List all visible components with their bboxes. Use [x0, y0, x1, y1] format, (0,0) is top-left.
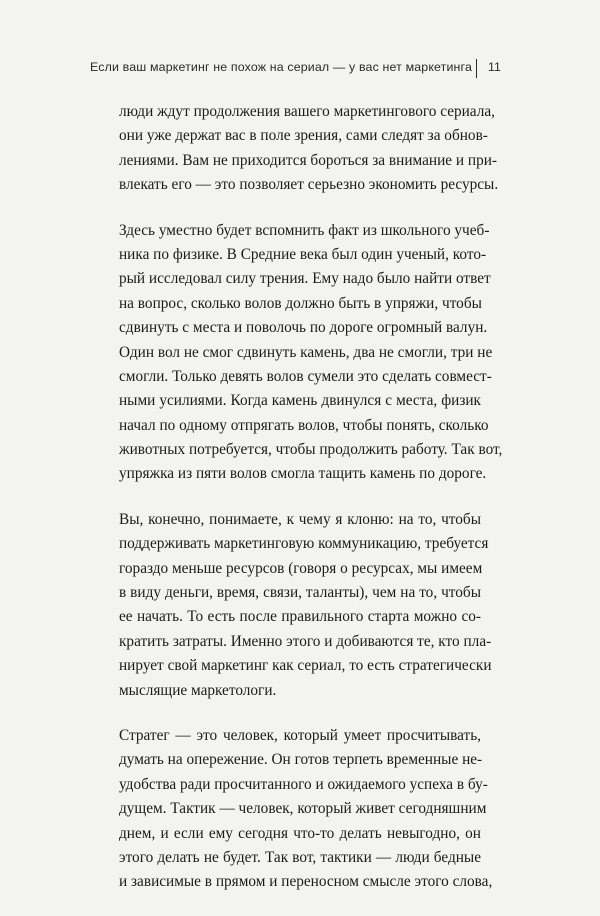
text-line: удобства ради просчитанного и ожидаемого успеха в бу-: [119, 775, 488, 793]
text-line: ными усилиями. Когда камень двинулся с места, физик: [119, 392, 481, 410]
text-line: Здесь уместно будет вспомнить факт из школьного учеб-: [119, 221, 490, 239]
text-line: думать на опережение. Он готов терпеть временные не-: [119, 751, 483, 769]
text-line: упряжка из пяти волов смогла тащить камень по дороге.: [119, 465, 487, 483]
paragraph-2: [119, 219, 503, 487]
text-line: влекать его — это позволяет серьезно экономить ресурсы.: [119, 176, 499, 194]
text-line: рый исследовал силу трения. Ему надо было найти ответ: [119, 270, 491, 288]
running-header: [0, 57, 600, 81]
text-line: начал по одному отпрягать волов, чтобы понять, сколько: [119, 416, 489, 434]
text-line: животных потребуется, чтобы продолжить работу. Так вот,: [119, 441, 503, 459]
paragraph-3: [119, 508, 492, 703]
text-line: смогли. Только девять волов сумели это сделать совмест-: [119, 367, 492, 385]
text-line: дущем. Тактик — человек, который живет сегодняшним: [119, 800, 487, 818]
text-line: этого делать не будет. Так вот, тактики — люди бедные: [119, 848, 481, 866]
text-line: на вопрос, сколько волов должно быть в упряжи, чтобы: [119, 294, 482, 312]
text-line: они уже держат вас в поле зрения, сами следят за обнов-: [119, 127, 488, 145]
text-line: в виду деньги, время, связи, таланты), чем на то, чтобы: [119, 584, 481, 602]
text-line: мыслящие маркетологи.: [119, 681, 277, 699]
header-divider: [476, 59, 477, 78]
text-line: ника по физике. В Средние века был один ученый, кото-: [119, 245, 487, 263]
text-line: кратить затраты. Именно этого и добиваются те, кто пла-: [119, 632, 492, 650]
text-line: Один вол не смог сдвинуть камень, два не смогли, три не: [119, 343, 493, 361]
text-line: днем, и если ему сегодня что-то делать невыгодно, он: [119, 824, 481, 842]
text-line: гораздо меньше ресурсов (говоря о ресурсах, мы имеем: [119, 559, 483, 577]
running-header-title: Если ваш маркетинг не похож на сериал — у вас нет маркетинга: [90, 60, 472, 74]
text-line: люди ждут продолжения вашего маркетингового сериала,: [119, 103, 495, 120]
paragraph-1: [119, 100, 499, 198]
text-line: Вы, конечно, понимаете, к чему я клоню: на то, чтобы: [119, 510, 481, 528]
text-line: и зависимые в прямом и переносном смысле этого слова,: [119, 873, 493, 891]
body-text: [119, 100, 503, 916]
page-number: 11: [488, 60, 501, 74]
text-line: поддерживать маркетинговую коммуникацию, требуется: [119, 535, 489, 553]
text-line: ее начать. То есть после правильного старта можно со-: [119, 608, 481, 626]
text-line: сдвинуть с места и поволочь по дороге огромный валун.: [119, 319, 488, 337]
text-line: Стратег — это человек, который умеет просчитывать,: [119, 726, 481, 744]
text-line: лениями. Вам не приходится бороться за внимание и при-: [119, 151, 497, 169]
text-line: нирует свой маркетинг как сериал, то есть стратегически: [119, 657, 492, 675]
